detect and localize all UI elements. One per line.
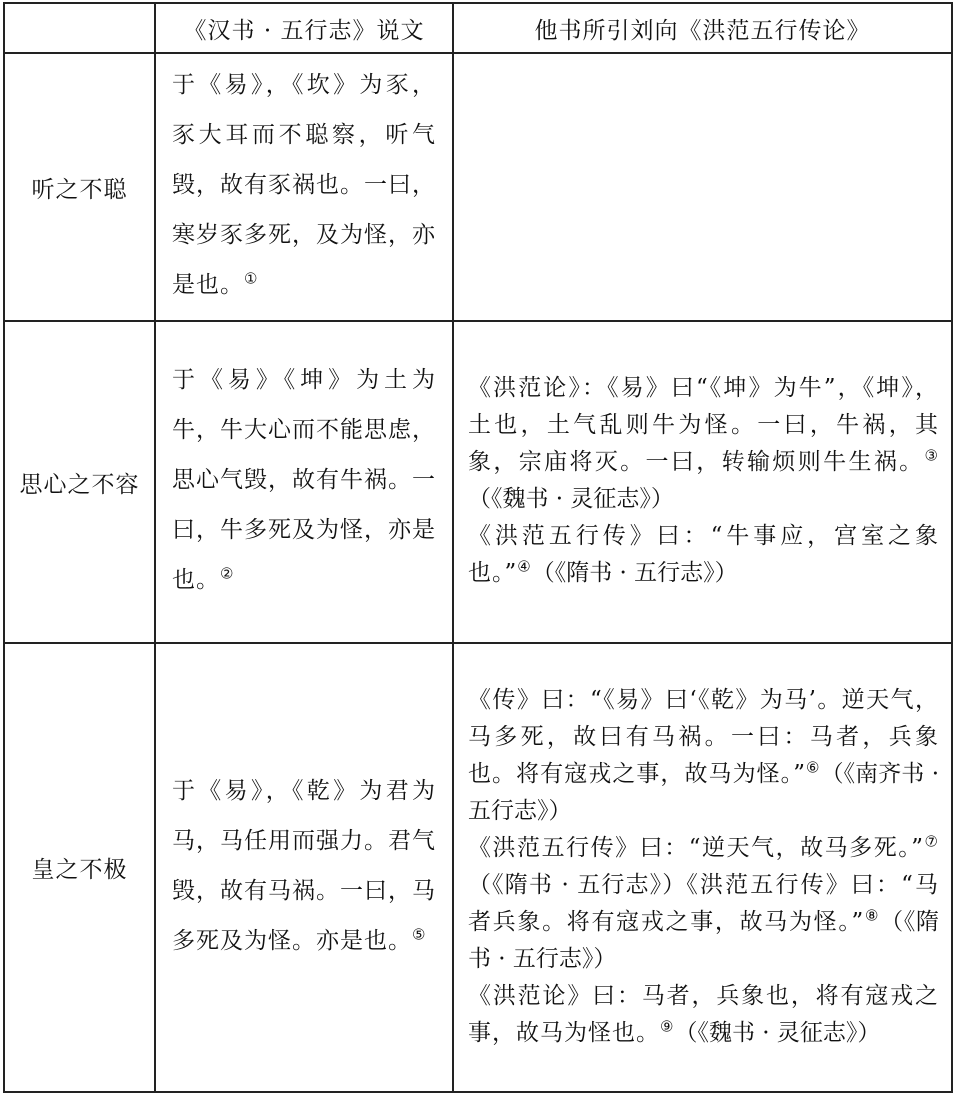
quote-source: （《魏书 · 灵征志》） xyxy=(674,1019,881,1046)
quote-source: （《隋书 · 五行志》） xyxy=(468,908,940,972)
footnote-marker: ⑨ xyxy=(660,1016,675,1035)
footnote-marker: ⑤ xyxy=(412,924,427,943)
footnote-marker: ① xyxy=(244,269,259,288)
footnote-marker: ② xyxy=(220,564,235,583)
quote-paragraph xyxy=(468,830,939,978)
han-shu-text-cell xyxy=(155,643,453,1092)
row-label: 听之不聪 xyxy=(4,53,155,321)
quote-paragraph xyxy=(468,370,939,518)
quote-paragraph xyxy=(468,978,939,1052)
footnote-marker: ⑥ xyxy=(806,757,821,776)
quote-source: （《隋书 · 五行志》） xyxy=(531,560,738,586)
quotes-cell-empty xyxy=(453,53,952,321)
footnote-marker: ④ xyxy=(517,557,532,576)
footnote-marker: ③ xyxy=(924,446,939,465)
han-shu-text-cell xyxy=(155,321,453,643)
row-label: 思心之不容 xyxy=(4,321,155,643)
header-cell-han-shu: 《汉书 · 五行志》说文 xyxy=(155,3,453,53)
quote-text: 《洪范五行传》曰：“马者兵象。将有寇戎之事，故马为怪。” xyxy=(468,871,939,935)
quote-source: （《魏书 · 灵征志》） xyxy=(468,486,674,512)
table-row xyxy=(4,321,952,643)
han-shu-text: 于《易》，《坎》为豕，豕大耳而不聪察，听气毁，故有豕祸也。一曰，寒岁豕多死，及为怪，亦是也。 xyxy=(172,72,436,298)
quotes-cell xyxy=(453,321,952,643)
quote-source: （《隋书 · 五行志》） xyxy=(468,871,687,898)
quote-text: 《传》曰：“《易》曰‘《乾》为马’。逆天气，马多死，故曰有马祸。一曰：马者，兵象也。将有寇戎之事，故马为怪。” xyxy=(468,686,939,787)
table-row xyxy=(4,643,952,1092)
header-cell-other-books: 他书所引刘向《洪范五行传论》 xyxy=(453,3,952,53)
han-shu-text-cell xyxy=(155,53,453,321)
quote-text: 《洪范论》曰：马者，兵象也，将有寇戎之事，故马为怪也。 xyxy=(468,982,939,1046)
footnote-marker: ⑧ xyxy=(864,905,881,924)
comparison-table xyxy=(3,2,953,1093)
quote-source: （《南齐书 · 五行志》） xyxy=(468,760,939,824)
row-label: 皇之不极 xyxy=(4,643,155,1092)
quote-paragraph xyxy=(468,518,939,592)
quotes-cell xyxy=(453,643,952,1092)
quote-paragraph xyxy=(468,682,939,830)
header-row xyxy=(4,3,952,53)
han-shu-text: 于《易》，《乾》为君为马，马任用而强力。君气毁，故有马祸。一曰，马多死及为怪。亦是也。 xyxy=(172,777,436,954)
footnote-marker: ⑦ xyxy=(924,831,939,850)
quote-text: 《洪范五行传》曰：“逆天气，故马多死。” xyxy=(468,834,925,861)
han-shu-text: 于《易》《坤》为土为牛，牛大心而不能思虑，思心气毁，故有牛祸。一曰，牛多死及为怪，亦是也。 xyxy=(172,367,436,593)
table-row xyxy=(4,53,952,321)
quote-text: 《洪范论》：《易》曰“《坤》为牛”，《坤》，土也，土气乱则牛为怪。一曰，牛祸，其象，宗庙将灭。一曰，转输烦则牛生祸。 xyxy=(468,375,939,475)
header-cell-empty xyxy=(4,3,155,53)
quote-text: 《洪范五行传》曰：“牛事应，宫室之象也。” xyxy=(468,523,939,586)
